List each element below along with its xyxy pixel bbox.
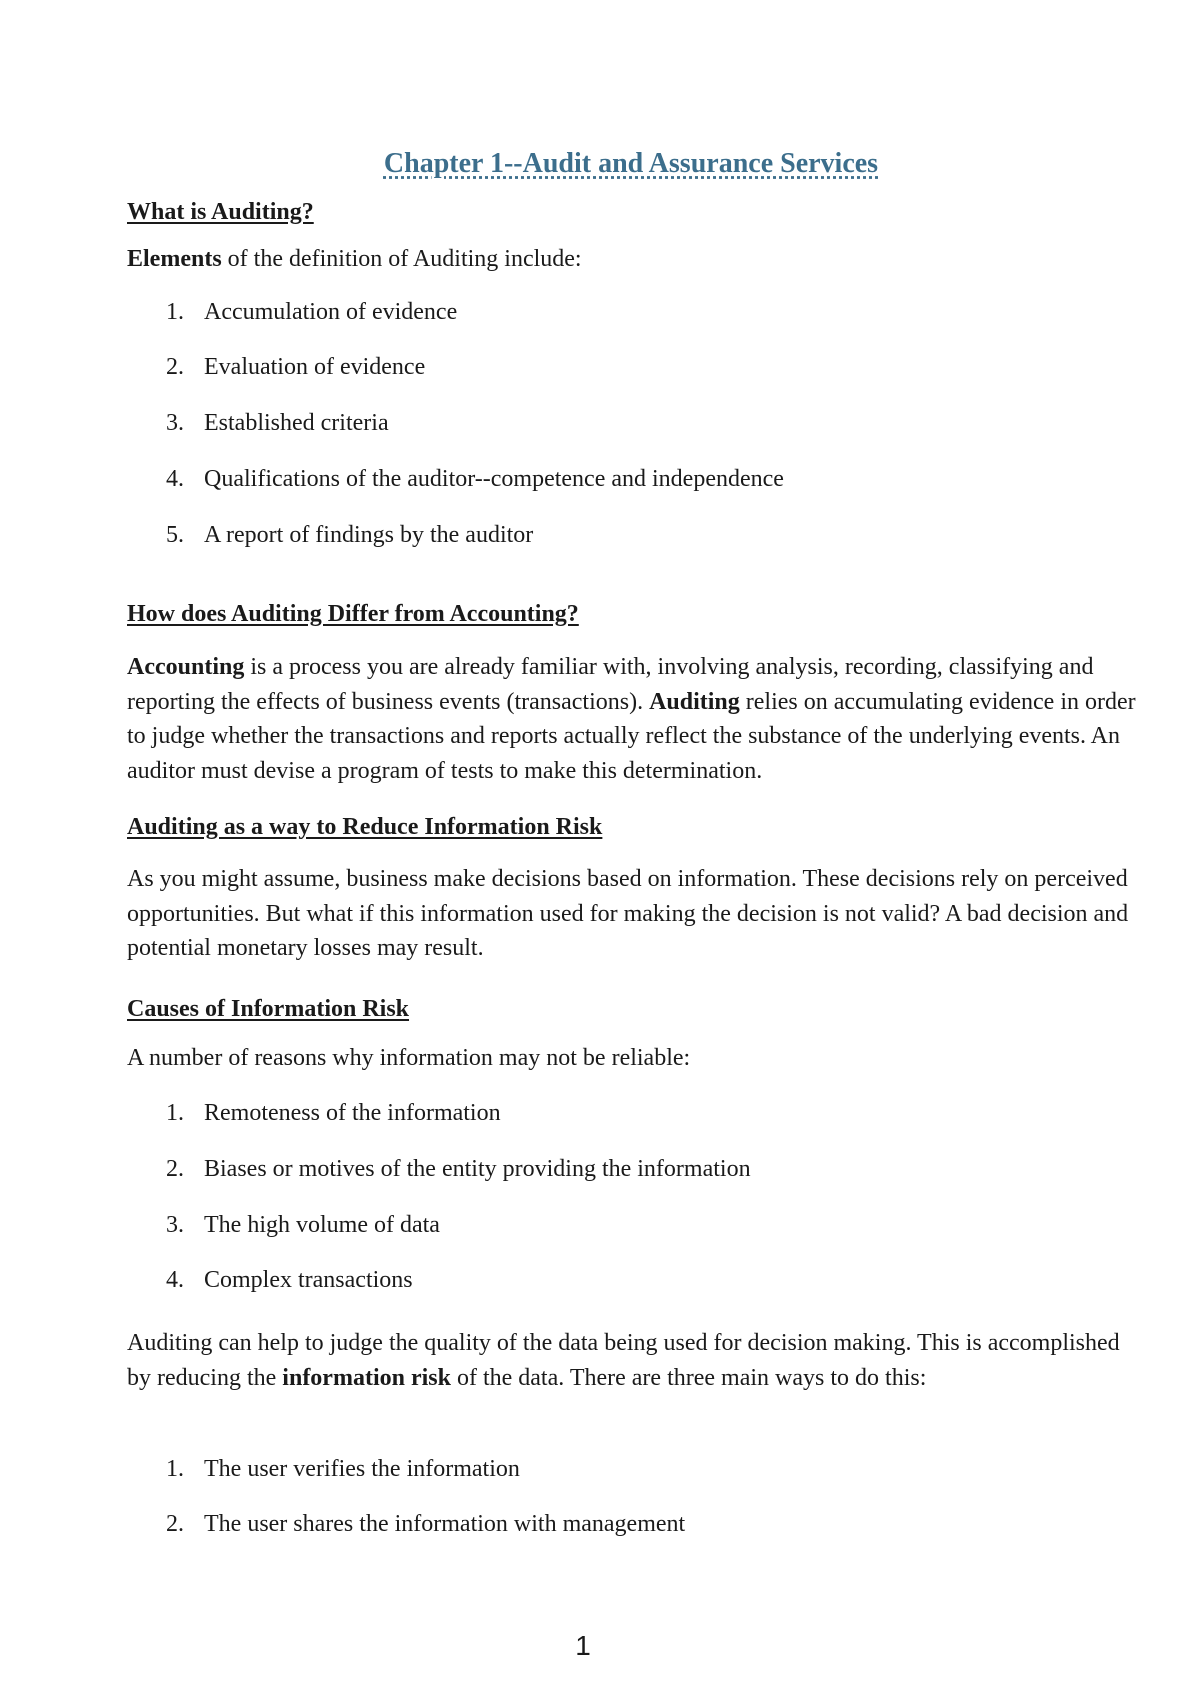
- page-number: 1: [575, 1630, 591, 1661]
- heading-auditing-vs-accounting: How does Auditing Differ from Accounting?: [127, 601, 579, 627]
- causes-intro: A number of reasons why information may not be reliable:: [127, 1045, 691, 1071]
- list-item: 4. Qualifications of the auditor--competence and independence: [166, 466, 784, 492]
- list-item: 3. Established criteria: [166, 410, 389, 436]
- list-item: 4. Complex transactions: [166, 1267, 413, 1293]
- list-item: 2. The user shares the information with management: [166, 1511, 686, 1537]
- heading-causes-of-risk: Causes of Information Risk: [127, 996, 410, 1022]
- list-item: 1. Remoteness of the information: [166, 1100, 501, 1126]
- list-item: 3. The high volume of data: [166, 1212, 440, 1238]
- heading-information-risk: Auditing as a way to Reduce Information Risk: [127, 814, 603, 840]
- list-item: 1. Accumulation of evidence: [166, 299, 458, 325]
- information-risk-bold: information risk: [282, 1364, 451, 1391]
- accounting-bold: Accounting: [127, 654, 245, 680]
- heading-what-is-auditing: What is Auditing?: [127, 199, 314, 225]
- list-item: 5. A report of findings by the auditor: [166, 522, 534, 548]
- elements-intro: [127, 244, 1137, 274]
- auditing-bold: Auditing: [649, 688, 740, 715]
- elements-bold: Elements: [127, 246, 222, 272]
- page-title: [0, 146, 1200, 182]
- list-item: 2. Evaluation of evidence: [166, 354, 426, 380]
- accounting-paragraph: Accounting is a process you are already familiar with, involving analysis, recording, classifying and reporting the effects of business events (transactions). Auditing relies on accumulating evidence in order to judge whether the transactions and reports actually reflect the substance of the underlying events. An auditor must devise a program of tests to make this determination.: [127, 654, 1136, 784]
- information-risk-paragraph: As you might assume, business make decisions based on information. These decisions rely on perceived opportunities. But what if this information used for making the decision is not valid? A bad decision and potential monetary losses may result.: [127, 866, 1129, 961]
- page-title-text: Chapter 1--Audit and Assurance Services: [383, 148, 879, 179]
- list-item: 2. Biases or motives of the entity providing the information: [166, 1156, 751, 1182]
- auditing-quality-paragraph: Auditing can help to judge the quality of the data being used for decision making. This is accomplished by reducing the information risk of the data. There are three main ways to do this:: [127, 1330, 1120, 1391]
- elements-rest: of the definition of Auditing include:: [221, 246, 582, 272]
- list-item: 1. The user verifies the information: [166, 1456, 520, 1482]
